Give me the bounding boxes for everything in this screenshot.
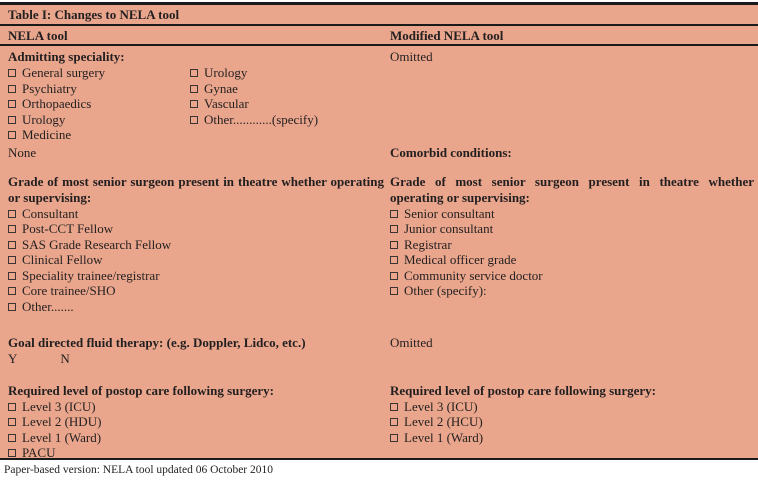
row-fluid-therapy bbox=[8, 335, 758, 367]
checkbox-label: Level 1 (Ward) bbox=[404, 429, 484, 445]
checkbox-label: Level 2 (HDU) bbox=[22, 414, 102, 429]
checkbox-item bbox=[8, 127, 190, 143]
postop-care-heading-modified: Required level of postop care following surgery: bbox=[390, 382, 656, 398]
checkbox-icon bbox=[390, 225, 398, 233]
checkbox-icon bbox=[190, 100, 198, 108]
checkbox-item bbox=[190, 112, 384, 128]
checkbox-label: Level 3 (ICU) bbox=[22, 398, 96, 414]
checkbox-item bbox=[390, 268, 754, 284]
admitting-speciality-options bbox=[8, 65, 384, 143]
column-header-nela-tool: NELA tool bbox=[8, 28, 68, 43]
checkbox-label: General surgery bbox=[22, 65, 106, 80]
checkbox-item bbox=[8, 237, 384, 253]
checkbox-item bbox=[390, 237, 754, 253]
checkbox-item bbox=[8, 414, 384, 430]
checkbox-label: Orthopaedics bbox=[22, 96, 92, 111]
checkbox-icon bbox=[8, 225, 16, 233]
checkbox-label: Clinical Fellow bbox=[22, 252, 103, 267]
table-header-row bbox=[0, 26, 758, 46]
checkbox-label: Urology bbox=[22, 111, 66, 127]
checkbox-icon bbox=[8, 272, 16, 280]
surgeon-grade-heading-nela: Grade of most senior surgeon present in theatre whether operating or supervising: bbox=[8, 173, 384, 205]
checkbox-icon bbox=[8, 256, 16, 264]
checkbox-icon bbox=[8, 116, 16, 124]
row-surgeon-grade bbox=[8, 174, 758, 315]
checkbox-item bbox=[8, 299, 384, 315]
table-title: Table I: Changes to NELA tool bbox=[0, 5, 758, 26]
admitting-options-col2 bbox=[190, 65, 384, 143]
checkbox-item bbox=[190, 65, 384, 81]
checkbox-item bbox=[8, 252, 384, 268]
fluid-therapy-heading: Goal directed fluid therapy: (e.g. Doppler, Lidco, etc.) bbox=[8, 335, 306, 350]
fluid-therapy-yes-no bbox=[8, 351, 384, 367]
checkbox-icon bbox=[390, 434, 398, 442]
checkbox-icon bbox=[8, 403, 16, 411]
nela-changes-table bbox=[0, 2, 758, 460]
checkbox-item bbox=[8, 445, 384, 460]
table-caption: Paper-based version: NELA tool updated 06 October 2010 bbox=[0, 460, 758, 477]
checkbox-item bbox=[8, 96, 190, 112]
row-postop-care bbox=[8, 383, 758, 461]
checkbox-label: Psychiatry bbox=[22, 80, 77, 96]
checkbox-item bbox=[390, 283, 754, 299]
postop-care-cell-modified bbox=[390, 383, 758, 446]
checkbox-icon bbox=[390, 272, 398, 280]
admitting-options-col1 bbox=[8, 65, 190, 143]
checkbox-label: Level 1 (Ward) bbox=[22, 429, 102, 445]
checkbox-label: Other............(specify) bbox=[204, 111, 319, 127]
checkbox-label: Junior consultant bbox=[404, 221, 494, 236]
checkbox-icon bbox=[390, 418, 398, 426]
admitting-speciality-cell bbox=[8, 49, 390, 143]
surgeon-grade-cell-modified bbox=[390, 174, 758, 299]
admitting-speciality-heading: Admitting speciality: bbox=[8, 49, 125, 64]
checkbox-item bbox=[8, 112, 190, 128]
checkbox-icon bbox=[8, 303, 16, 311]
checkbox-item bbox=[390, 414, 754, 430]
surgeon-grade-options-modified bbox=[390, 206, 754, 299]
checkbox-label: Level 2 (HCU) bbox=[404, 414, 483, 429]
checkbox-item bbox=[8, 221, 384, 237]
comorbid-conditions-heading: Comorbid conditions: bbox=[390, 144, 512, 160]
checkbox-item bbox=[190, 81, 384, 97]
row-none-comorbid bbox=[8, 145, 758, 161]
checkbox-icon bbox=[8, 418, 16, 426]
checkbox-label: Post-CCT Fellow bbox=[22, 221, 114, 236]
checkbox-icon bbox=[390, 210, 398, 218]
checkbox-label: Consultant bbox=[22, 205, 79, 221]
table-body bbox=[0, 46, 758, 460]
checkbox-item bbox=[390, 399, 754, 415]
checkbox-icon bbox=[8, 210, 16, 218]
checkbox-icon bbox=[190, 69, 198, 77]
checkbox-label: Urology bbox=[204, 65, 248, 80]
none-cell: None bbox=[8, 144, 37, 160]
checkbox-label: SAS Grade Research Fellow bbox=[22, 236, 172, 252]
admitting-modified-cell: Omitted bbox=[390, 49, 433, 64]
checkbox-icon bbox=[190, 116, 198, 124]
checkbox-icon bbox=[8, 131, 16, 139]
checkbox-label: Medical officer grade bbox=[404, 252, 517, 267]
checkbox-label: Community service doctor bbox=[404, 267, 543, 283]
checkbox-icon bbox=[8, 434, 16, 442]
checkbox-item bbox=[390, 252, 754, 268]
surgeon-grade-heading-modified: Grade of most senior surgeon present in theatre whether operating or supervising: bbox=[390, 173, 754, 205]
fluid-no-option: N bbox=[60, 351, 70, 366]
checkbox-label: Other (specify): bbox=[404, 283, 487, 298]
checkbox-item bbox=[390, 430, 754, 446]
fluid-yes-option: Y bbox=[8, 351, 18, 366]
checkbox-icon bbox=[390, 241, 398, 249]
checkbox-label: Registrar bbox=[404, 236, 452, 252]
checkbox-item bbox=[8, 399, 384, 415]
postop-care-options-modified bbox=[390, 399, 754, 446]
postop-care-heading-nela: Required level of postop care following surgery: bbox=[8, 382, 274, 398]
checkbox-icon bbox=[390, 287, 398, 295]
surgeon-grade-options-nela bbox=[8, 206, 384, 315]
checkbox-label: Gynae bbox=[204, 80, 238, 96]
row-admitting-speciality bbox=[8, 49, 758, 143]
checkbox-label: Other....... bbox=[22, 298, 74, 314]
checkbox-icon bbox=[390, 403, 398, 411]
checkbox-item bbox=[8, 268, 384, 284]
checkbox-label: Vascular bbox=[204, 96, 249, 111]
checkbox-item bbox=[390, 206, 754, 222]
checkbox-item bbox=[8, 81, 190, 97]
checkbox-label: Senior consultant bbox=[404, 205, 495, 221]
checkbox-item bbox=[390, 221, 754, 237]
postop-care-cell-nela bbox=[8, 383, 390, 461]
checkbox-icon bbox=[8, 69, 16, 77]
checkbox-label: PACU bbox=[22, 445, 56, 460]
checkbox-label: Medicine bbox=[22, 127, 72, 142]
checkbox-item bbox=[8, 206, 384, 222]
checkbox-item bbox=[190, 96, 384, 112]
checkbox-icon bbox=[8, 449, 16, 457]
postop-care-options-nela bbox=[8, 399, 384, 461]
fluid-therapy-modified-cell: Omitted bbox=[390, 335, 433, 350]
surgeon-grade-cell-nela bbox=[8, 174, 390, 315]
checkbox-label: Level 3 (ICU) bbox=[404, 398, 478, 414]
checkbox-icon bbox=[190, 85, 198, 93]
checkbox-label: Core trainee/SHO bbox=[22, 283, 116, 298]
checkbox-icon bbox=[8, 287, 16, 295]
checkbox-icon bbox=[8, 100, 16, 108]
checkbox-icon bbox=[8, 241, 16, 249]
checkbox-item bbox=[8, 283, 384, 299]
column-header-modified-nela-tool: Modified NELA tool bbox=[390, 28, 504, 43]
fluid-therapy-cell bbox=[8, 335, 390, 367]
checkbox-icon bbox=[8, 85, 16, 93]
checkbox-item bbox=[8, 430, 384, 446]
checkbox-label: Speciality trainee/registrar bbox=[22, 267, 160, 283]
checkbox-icon bbox=[390, 256, 398, 264]
checkbox-item bbox=[8, 65, 190, 81]
